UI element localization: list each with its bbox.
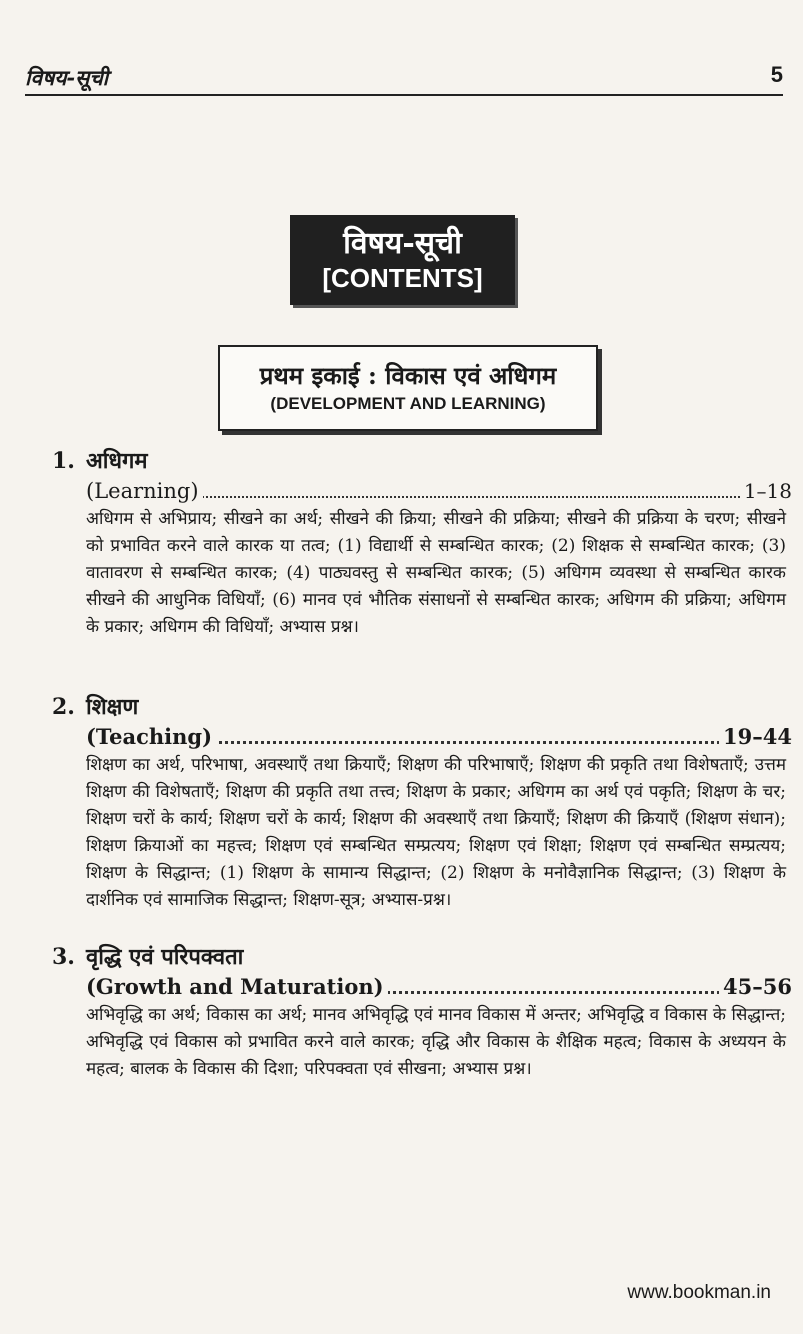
contents-heading-hindi: विषय-सूची — [343, 226, 462, 261]
unit-heading-english: (DEVELOPMENT AND LEARNING) — [270, 394, 546, 413]
unit-heading-hindi: प्रथम इकाई : विकास एवं अधिगम — [259, 361, 557, 390]
chapter-title-english: (Growth and Maturation) — [86, 972, 388, 1002]
chapter-title-hindi: शिक्षण — [86, 694, 139, 720]
toc-entry-line[interactable] — [86, 722, 792, 752]
chapter-title — [52, 692, 792, 722]
header-rule — [25, 94, 783, 96]
page-range: 45–56 — [719, 972, 792, 1002]
toc-entry-line[interactable] — [86, 972, 792, 1002]
chapter-title — [52, 942, 792, 972]
running-title: विषय-सूची — [25, 65, 109, 90]
chapter-title-hindi: वृद्धि एवं परिपक्वता — [86, 944, 244, 970]
contents-heading-english: [CONTENTS] — [322, 263, 483, 293]
chapter-description: अधिगम से अभिप्राय; सीखने का अर्थ; सीखने की क्रिया; सीखने की प्रक्रिया; सीखने की प्रक्रिया के चरण; सीखने को प्रभावित करने वाले कारक या तत्व; (1) विद्यार्थी से सम्बन्धित कारक; (2) शिक्षक से सम्बन्धित कारक; (3) वातावरण से सम्बन्धित कारक; (4) पाठ्यवस्तु से सम्बन्धित कारक; (5) अधिगम व्यवस्था से सम्बन्धित कारक सीखने की आधुनिक विधियाँ; (6) मानव एवं भौतिक संसाधनों से सम्बन्धित कारक; अधिगम की प्रक्रिया; अधिगम के प्रकार; अधिगम की विधियाँ; अभ्यास प्रश्न। — [86, 509, 786, 637]
chapter-title-hindi: अधिगम — [86, 448, 148, 474]
chapter-title-english: (Teaching) — [86, 722, 216, 752]
page-header — [25, 58, 783, 98]
page-number: 5 — [770, 62, 783, 87]
unit-heading-box — [218, 345, 598, 431]
contents-heading-box — [290, 215, 515, 305]
chapter-description: अभिवृद्धि का अर्थ; विकास का अर्थ; मानव अभिवृद्धि एवं मानव विकास में अन्तर; अभिवृद्धि व विकास के सिद्धान्त; अभिवृद्धि एवं विकास को प्रभावित करने वाले कारक; वृद्धि और विकास के शैक्षिक महत्व; विकास के अध्ययन के महत्व; बालक के विकास की दिशा; परिपक्वता एवं सीखना; अभ्यास प्रश्न। — [86, 1005, 786, 1079]
chapter-number: 1. — [52, 448, 75, 474]
chapter-title-english: (Learning) — [86, 476, 203, 506]
chapter-2 — [52, 692, 792, 914]
publisher-website[interactable]: www.bookman.in — [627, 1282, 771, 1303]
page-range: 1–18 — [740, 476, 792, 506]
chapter-title — [52, 446, 792, 476]
chapter-number: 2. — [52, 694, 75, 720]
chapter-1 — [52, 446, 792, 641]
chapter-3 — [52, 942, 792, 1083]
chapter-description: शिक्षण का अर्थ, परिभाषा, अवस्थाएँ तथा क्रियाएँ; शिक्षण की परिभाषाएँ; शिक्षण की प्रकृति तथा विशेषताएँ; उत्तम शिक्षण की विशेषताएँ; शिक्षण की प्रकृति तथा तत्त्व; शिक्षण के प्रकार; अधिगम का अर्थ एवं पकृति; शिक्षण के चर; शिक्षण चरों के कार्य; शिक्षण चरों के कार्य; शिक्षण की अवस्थाएँ तथा क्रियाएँ; शिक्षण की क्रियाएँ (शिक्षण संधान); शिक्षण क्रियाओं का महत्त्व; शिक्षण एवं सम्बन्धित सम्प्रत्यय; शिक्षण एवं शिक्षा; शिक्षण एवं सम्बन्धित सम्प्रत्यय; शिक्षण के सिद्धान्त; (1) शिक्षण के सामान्य सिद्धान्त; (2) शिक्षण के मनोवैज्ञानिक सिद्धान्त; (3) शिक्षण के दार्शनिक एवं सामाजिक सिद्धान्त; शिक्षण-सूत्र; अभ्यास-प्रश्न। — [86, 755, 786, 910]
page-range: 19–44 — [719, 722, 792, 752]
chapter-number: 3. — [52, 944, 75, 970]
toc-entry-line[interactable] — [86, 476, 792, 506]
